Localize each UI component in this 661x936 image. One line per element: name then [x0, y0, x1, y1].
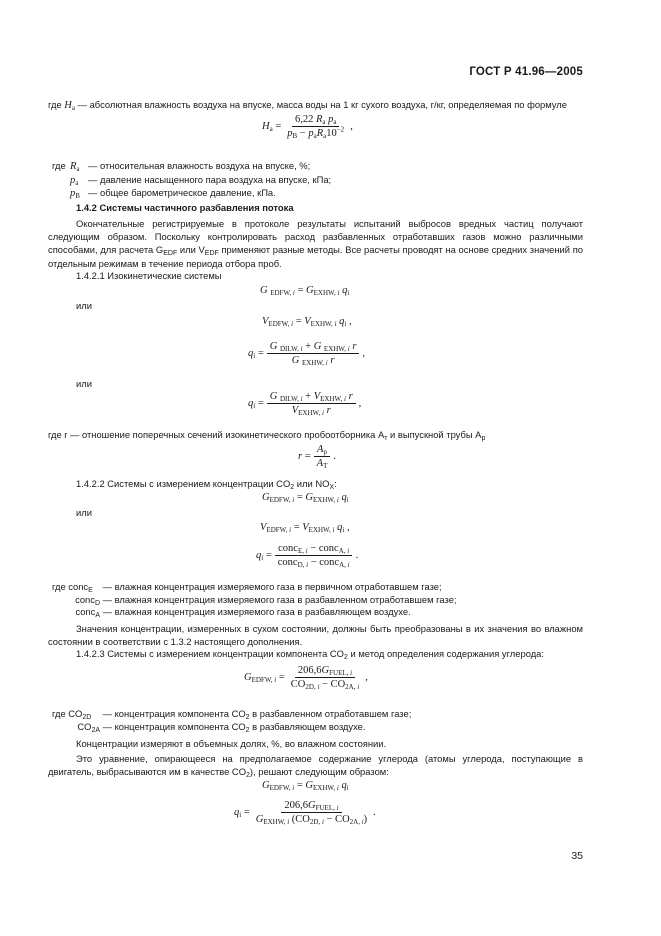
r-definition: где r — отношение поперечных сечений изокинетического пробоотборника $A_т$ и выпускной трубы $A_р$: [48, 429, 486, 442]
ha-definition: [48, 98, 583, 112]
formula-gedfw-conc: $G_{EDFW, i} = G_{EXHW, i}$ $q_i$: [262, 492, 349, 504]
para-volume-fractions: Концентрации измеряют в объемных долях, %, во влажном состоянии.: [76, 738, 387, 749]
formula-gedfw-carbon-2: $G_{EDFW, i} = G_{EXHW, i}$ $q_i$: [262, 780, 349, 792]
conc-definitions: [52, 581, 457, 619]
ha-text: — абсолютная влажность воздуха на впуске, масса воды на 1 кг сухого воздуха, г/кг, определяемая по формуле: [77, 99, 567, 110]
formula-qi-v: $q_i$ = $\frac{G _{DILW, i} + V_{EXHW, i} r}{V_{EXHW, i} r}$ ,: [248, 391, 362, 417]
para-1-4-2: Окончательные регистрируемые в протоколе результаты испытаний выбросов вредных частиц получают следующим образом. Поскольку контролировать расход разбавленных отработавших газов можно различными способами, для расчета $G_{EDF}$ или $V_{EDF}$ применяют разные методы. Все расчеты проводят на основе средних значений по отдельным режимам в течение периода отбора проб.: [48, 218, 583, 269]
def-pa: $p_a$ — давление насыщенного пара воздуха на впуске, кПа;: [70, 173, 332, 187]
formula-qi-conc: $q_i$ = $\frac{conc_{E, i} - conc_{A, i}}{conc_{D, i} - conc_{A, i}}$ .: [256, 543, 359, 569]
para-carbon-equation: Это уравнение, опирающееся на предполагаемое содержание углерода (атомы углерода, поступающие в двигатель, выбрасываются им в качестве $CO_2$), решают следующим образом:: [48, 753, 583, 780]
subsection-1-4-2-2: 1.4.2.2 Системы с измерением концентрации $CO_2$ или $NO_X$:: [76, 478, 337, 491]
def-ra: где $R_a$ — относительная влажность воздуха на впуске, %;: [52, 160, 311, 173]
def-conc-e: где conc$_E$ — влажная концентрация измеряемого газа в первичном отработавшем газе;: [52, 581, 442, 594]
co2-definitions: [52, 707, 411, 733]
def-co2d: где $CO_{2D}$ — концентрация компонента $CO_2$ в разбавленном отработавшем газе;: [52, 708, 412, 721]
section-1-4-2-title: 1.4.2 Системы частичного разбавления потока: [76, 202, 294, 213]
formula-r: r = $\frac{A_p}{A_T}$ .: [298, 444, 336, 470]
subsection-1-4-2-3: 1.4.2.3 Системы с измерением концентрации компонента $CO_2$ и метод определения содержания углерода:: [76, 648, 544, 661]
subsection-1-4-2-1: 1.4.2.1 Изокинетические системы: [76, 270, 222, 281]
formula-vedfw-conc: $V_{EDFW, i} = V_{EXHW, i}$ $q_i$ ,: [260, 522, 350, 534]
def-conc-a: conc$_A$ — влажная концентрация измеряемого газа в разбавляющем воздухе.: [75, 606, 411, 620]
or-label-2: или: [76, 378, 92, 389]
where-word: где: [48, 99, 62, 110]
def-co2a: $CO_{2A}$ — концентрация компонента $CO_2$ в разбавляющем воздухе.: [77, 721, 366, 734]
formula-qi-g: $q_i$ = $\frac{G _{DILW, i} + G _{EXHW, i} r}{G _{EXHW, i} r}$ ,: [248, 341, 366, 367]
formula-gedfw-carbon: $G_{EDFW, i}$ = $\frac{206,6G_{FUEL, i}}{CO_{2D, i} - CO_{2A, i}}$ ,: [244, 665, 368, 691]
ha-symbol: $H_a$: [64, 100, 75, 112]
formula-gedfw-iso: G $_{EDFW, i} = G_{EXHW, i}$ $q_i$: [260, 285, 350, 297]
para-dry-conversion: Значения концентрации, измеренных в сухом состоянии, должны быть преобразованы в их значения во влажном состоянии в соответствии с 1.3.2 настоящего дополнения.: [48, 623, 583, 648]
or-label-1: или: [76, 300, 92, 311]
formula-ha: $H_a$ = $\frac{6,22 R_a p_a}{p_B - p_aR_a10^{-2}}$ ,: [262, 114, 353, 140]
or-label-3: или: [76, 507, 92, 518]
formula-vedfw-iso: $V_{EDFW, i} = V_{EXHW, i}$ $q_i$ ,: [262, 316, 352, 328]
page-number: 35: [571, 850, 583, 862]
def-conc-d: conc$_D$ — влажная концентрация измеряемого газа в разбавленном отработавшем газе;: [75, 593, 457, 607]
formula-qi-carbon: $q_i$ = $\frac{206,6G_{FUEL, i}}{G_{EXHW, i} (CO_{2D, i} - CO_{2A, i})}$ .: [234, 800, 376, 826]
document-header: ГОСТ Р 41.96—2005: [469, 66, 583, 78]
def-pb: $p_B$ — общее барометрическое давление, кПа.: [70, 187, 276, 201]
ra-pa-pb-definitions: [52, 160, 331, 201]
